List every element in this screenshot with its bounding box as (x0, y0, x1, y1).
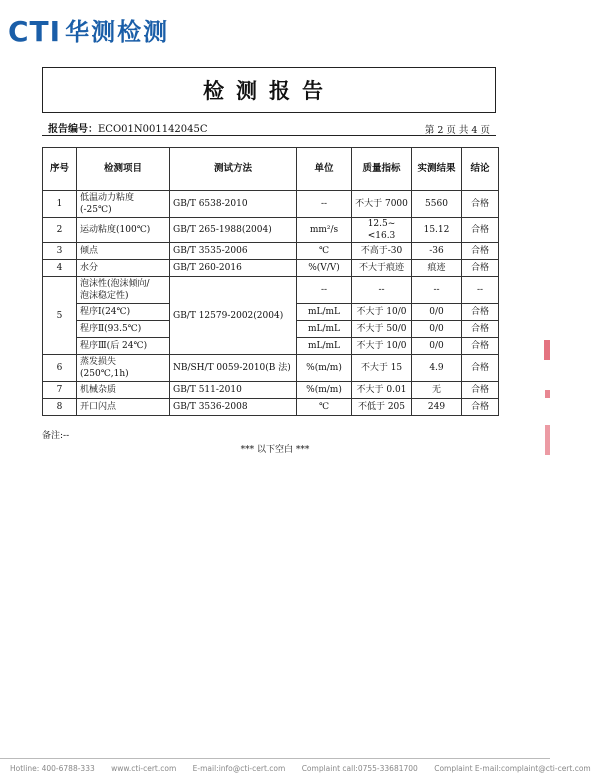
report-number (48, 120, 208, 135)
cell-conclusion: 合格 (462, 355, 499, 382)
seal-stamp-edge (540, 340, 550, 460)
table-header-row (43, 148, 499, 191)
footer-website[interactable]: www.cti-cert.com (111, 764, 177, 773)
footer (10, 764, 605, 773)
cell-spec: 不大于 10/0 (352, 304, 412, 321)
cell-conclusion: 合格 (462, 321, 499, 338)
cell-spec: 不大于 15 (352, 355, 412, 382)
cell-item: 倾点 (77, 243, 170, 260)
cell-conclusion: 合格 (462, 191, 499, 218)
cell-unit: ℃ (297, 399, 352, 416)
cell-item: 泡沫性(泡沫倾向/ 泡沫稳定性) (77, 277, 170, 304)
table-row (43, 260, 499, 277)
cell-method: GB/T 3536-2008 (170, 399, 297, 416)
cell-result: 无 (412, 382, 462, 399)
header-result: 实测结果 (412, 148, 462, 191)
table-row (43, 277, 499, 304)
cell-unit: mL/mL (297, 338, 352, 355)
cell-unit: ℃ (297, 243, 352, 260)
cell-item: 程序Ⅱ(93.5℃) (77, 321, 170, 338)
cell-no: 1 (43, 191, 77, 218)
cell-no: 5 (43, 277, 77, 355)
footer-divider (0, 758, 550, 759)
cell-spec: 12.5~<16.3 (352, 218, 412, 243)
header-method: 测试方法 (170, 148, 297, 191)
cell-item: 程序Ⅲ(后 24℃) (77, 338, 170, 355)
header-unit: 单位 (297, 148, 352, 191)
footer-email[interactable]: E-mail:info@cti-cert.com (192, 764, 286, 773)
table-row (43, 218, 499, 243)
header-no: 序号 (43, 148, 77, 191)
cell-result: 4.9 (412, 355, 462, 382)
cell-conclusion: 合格 (462, 399, 499, 416)
cell-conclusion: 合格 (462, 382, 499, 399)
cell-result: -36 (412, 243, 462, 260)
cell-no: 2 (43, 218, 77, 243)
cell-unit: %(m/m) (297, 382, 352, 399)
header-spec: 质量指标 (352, 148, 412, 191)
header-divider (42, 135, 496, 136)
remarks: 备注:-- (42, 431, 70, 441)
cell-method: GB/T 12579-2002(2004) (170, 277, 297, 355)
page-info: 第 2 页 共 4 页 (424, 125, 490, 136)
cell-spec: 不大于痕迹 (352, 260, 412, 277)
cell-unit: mL/mL (297, 304, 352, 321)
cell-conclusion: -- (462, 277, 499, 304)
cell-unit: -- (297, 277, 352, 304)
cell-unit: mm²/s (297, 218, 352, 243)
cell-item: 程序Ⅰ(24℃) (77, 304, 170, 321)
report-number-label: 报告编号： (48, 124, 98, 135)
blank-below-mark: *** 以下空白 *** (240, 445, 310, 455)
cell-spec: 不大于 10/0 (352, 338, 412, 355)
cell-conclusion: 合格 (462, 218, 499, 243)
results-table (42, 147, 499, 416)
cell-item: 蒸发损失 (250℃,1h) (77, 355, 170, 382)
cell-unit: mL/mL (297, 321, 352, 338)
cell-spec: 不大于 7000 (352, 191, 412, 218)
cell-spec: -- (352, 277, 412, 304)
table-row (43, 382, 499, 399)
cell-method: GB/T 511-2010 (170, 382, 297, 399)
cell-conclusion: 合格 (462, 304, 499, 321)
cell-item: 低温动力粘度 (-25℃) (77, 191, 170, 218)
cell-conclusion: 合格 (462, 338, 499, 355)
cell-result: 0/0 (412, 304, 462, 321)
cell-item: 机械杂质 (77, 382, 170, 399)
cell-unit: -- (297, 191, 352, 218)
cell-item: 水分 (77, 260, 170, 277)
cell-method: GB/T 260-2016 (170, 260, 297, 277)
cell-result: 0/0 (412, 338, 462, 355)
footer-hotline: Hotline: 400-6788-333 (10, 764, 95, 773)
footer-complaint-call: Complaint call:0755-33681700 (301, 764, 418, 773)
cell-result: 0/0 (412, 321, 462, 338)
logo-brand: CTI (8, 15, 62, 48)
cell-result: 痕迹 (412, 260, 462, 277)
table-row (43, 355, 499, 382)
cell-spec: 不大于 0.01 (352, 382, 412, 399)
table-row (43, 191, 499, 218)
cell-no: 8 (43, 399, 77, 416)
cell-no: 7 (43, 382, 77, 399)
cell-method: GB/T 265-1988(2004) (170, 218, 297, 243)
header-conclusion: 结论 (462, 148, 499, 191)
cell-spec: 不大于 50/0 (352, 321, 412, 338)
cell-result: 5560 (412, 191, 462, 218)
table-row (43, 243, 499, 260)
footer-complaint-email[interactable]: Complaint E-mail:complaint@cti-cert.com (434, 764, 591, 773)
cell-spec: 不低于 205 (352, 399, 412, 416)
table-row (43, 399, 499, 416)
cell-spec: 不高于-30 (352, 243, 412, 260)
report-title-box (42, 67, 496, 113)
company-logo (8, 15, 170, 48)
cell-no: 4 (43, 260, 77, 277)
report-title: 检测报告 (203, 78, 335, 103)
cell-no: 3 (43, 243, 77, 260)
cell-result: -- (412, 277, 462, 304)
cell-conclusion: 合格 (462, 243, 499, 260)
report-number-value: ECO01N001142045C (98, 124, 208, 135)
cell-unit: %(V/V) (297, 260, 352, 277)
cell-method: GB/T 6538-2010 (170, 191, 297, 218)
cell-unit: %(m/m) (297, 355, 352, 382)
cell-result: 249 (412, 399, 462, 416)
cell-item: 开口闪点 (77, 399, 170, 416)
logo-name: 华测检测 (65, 18, 170, 46)
cell-no: 6 (43, 355, 77, 382)
header-item: 检测项目 (77, 148, 170, 191)
cell-method: GB/T 3535-2006 (170, 243, 297, 260)
cell-method: NB/SH/T 0059-2010(B 法) (170, 355, 297, 382)
cell-item: 运动粘度(100℃) (77, 218, 170, 243)
cell-result: 15.12 (412, 218, 462, 243)
cell-conclusion: 合格 (462, 260, 499, 277)
